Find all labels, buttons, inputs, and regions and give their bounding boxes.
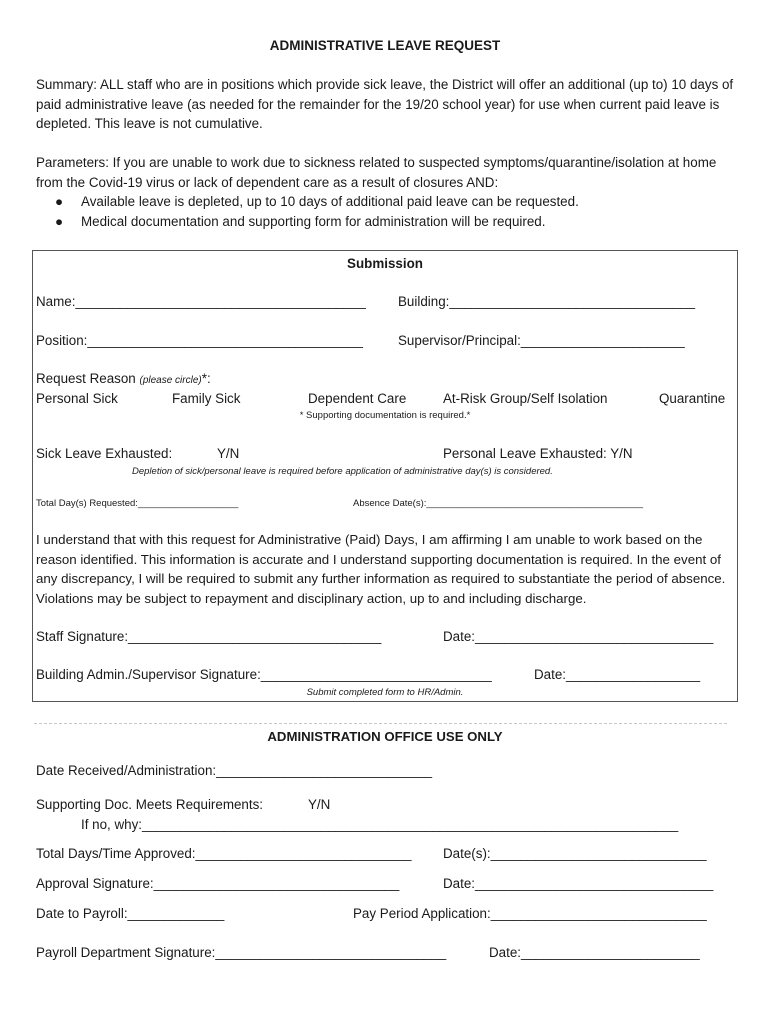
name-field[interactable]: Name:_______________________________________ bbox=[36, 294, 366, 309]
summary-paragraph: Summary: ALL staff who are in positions which provide sick leave, the District will offer an additional (up to) 10 days of paid administrative leave (as needed for the remainder for the 19/20 school year) for use when current paid leave is depleted. This leave is not cumulative. bbox=[36, 77, 734, 132]
supporting-doc-yn[interactable]: Y/N bbox=[308, 797, 331, 812]
absence-dates-field[interactable]: Absence Date(s):_________________________________________ bbox=[353, 498, 644, 509]
approval-signature-field[interactable]: Approval Signature:_________________________________ bbox=[36, 876, 400, 891]
position-field[interactable]: Position:_____________________________________ bbox=[36, 333, 363, 348]
list-item: ● Medical documentation and supporting form for administration will be required. bbox=[55, 212, 579, 232]
payroll-date-field[interactable]: Date:________________________ bbox=[489, 945, 700, 960]
depletion-note: Depletion of sick/personal leave is required before application of administrative day(s) is considered. bbox=[132, 466, 553, 477]
approved-dates-field[interactable]: Date(s):_____________________________ bbox=[443, 846, 707, 861]
date-to-payroll-field[interactable]: Date to Payroll:_____________ bbox=[36, 906, 225, 921]
staff-signature-field[interactable]: Staff Signature:__________________________________ bbox=[36, 629, 382, 644]
payroll-signature-field[interactable]: Payroll Department Signature:_______________________________ bbox=[36, 945, 447, 960]
reason-quarantine[interactable]: Quarantine bbox=[659, 391, 726, 406]
approval-date-field[interactable]: Date:________________________________ bbox=[443, 876, 714, 891]
bullet-icon: ● bbox=[55, 194, 64, 209]
admin-date-field[interactable]: Date:__________________ bbox=[534, 667, 701, 682]
sick-leave-label: Sick Leave Exhausted: bbox=[36, 446, 173, 461]
total-approved-field[interactable]: Total Days/Time Approved:_____________________________ bbox=[36, 846, 412, 861]
supervisor-field[interactable]: Supervisor/Principal:______________________ bbox=[398, 333, 685, 348]
supporting-doc-label: Supporting Doc. Meets Requirements: bbox=[36, 797, 264, 812]
office-heading: ADMINISTRATION OFFICE USE ONLY bbox=[267, 729, 503, 744]
sick-leave-yn[interactable]: Y/N bbox=[217, 446, 240, 461]
reason-dependent-care[interactable]: Dependent Care bbox=[308, 391, 407, 406]
section-divider bbox=[34, 723, 727, 724]
admin-signature-field[interactable]: Building Admin./Supervisor Signature:_______________________________ bbox=[36, 667, 492, 682]
reason-at-risk-isolation[interactable]: At-Risk Group/Self Isolation bbox=[443, 391, 608, 406]
affirmation-paragraph: I understand that with this request for Administrative (Paid) Days, I am affirming I am unable to work based on the reason identified. This information is accurate and I understand supporting documentation is required. In the event of any discrepancy, I will be required to submit any further information as required to substantiate the period of absence. Violations may be subject to repayment and disciplinary action, up to and including discharge. bbox=[36, 532, 726, 606]
submit-note: Submit completed form to HR/Admin. bbox=[306, 687, 464, 698]
pay-period-field[interactable]: Pay Period Application:_____________________________ bbox=[353, 906, 707, 921]
requirements-list bbox=[55, 192, 579, 231]
form-title: ADMINISTRATIVE LEAVE REQUEST bbox=[269, 38, 501, 53]
documentation-note: * Supporting documentation is required.* bbox=[299, 410, 471, 421]
bullet-icon: ● bbox=[55, 213, 64, 229]
personal-leave-yn[interactable]: Personal Leave Exhausted: Y/N bbox=[443, 446, 633, 461]
total-days-field[interactable]: Total Day(s) Requested:___________________ bbox=[36, 498, 239, 509]
building-field[interactable]: Building:_________________________________ bbox=[398, 294, 696, 309]
staff-date-field[interactable]: Date:________________________________ bbox=[443, 629, 714, 644]
list-item: ● Available leave is depleted, up to 10 days of additional paid leave can be requested. bbox=[55, 192, 579, 212]
request-reason-label: Request Reason (please circle)*: bbox=[36, 371, 211, 386]
date-received-field[interactable]: Date Received/Administration:_____________________________ bbox=[36, 763, 433, 778]
if-no-why-field[interactable]: If no, why:________________________________________________________________________ bbox=[81, 817, 679, 832]
submission-heading: Submission bbox=[347, 256, 423, 271]
parameters-paragraph: Parameters: If you are unable to work due to sickness related to suspected symptoms/quarantine/isolation at home from the Covid-19 virus or lack of dependent care as a result of closures AND: bbox=[36, 155, 717, 190]
reason-family-sick[interactable]: Family Sick bbox=[172, 391, 241, 406]
reason-personal-sick[interactable]: Personal Sick bbox=[36, 391, 118, 406]
